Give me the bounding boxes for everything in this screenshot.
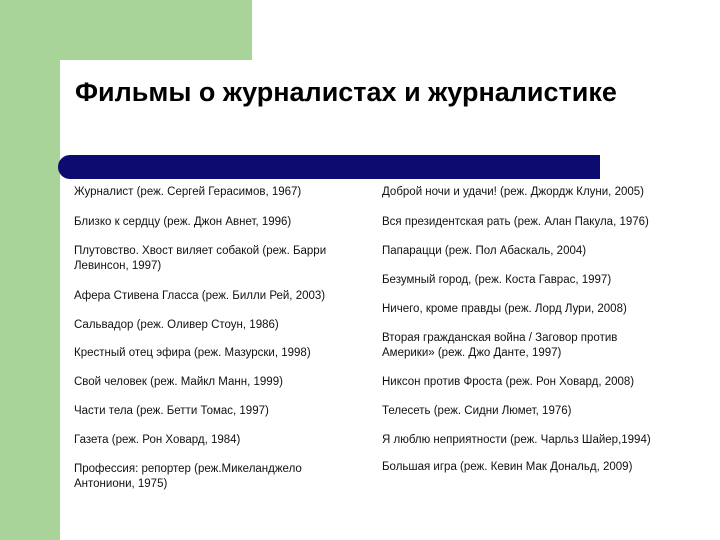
film-item-right: Я люблю неприятности (реж. Чарльз Шайер,1994): [382, 434, 651, 446]
decor-green-left: [0, 60, 60, 540]
film-item-right: Вторая гражданская война / Заговор против Америки» (реж. Джо Данте, 1997): [382, 332, 618, 359]
film-item-right: Папарацци (реж. Пол Абаскаль, 2004): [382, 245, 587, 257]
decor-green-top: [0, 0, 252, 60]
film-item-left: Части тела (реж. Бетти Томас, 1997): [74, 405, 269, 417]
slide-title: Фильмы о журналистах и журналистике: [75, 77, 617, 107]
film-item-left: Свой человек (реж. Майкл Манн, 1999): [74, 376, 283, 388]
film-item-left: Крестный отец эфира (реж. Мазурски, 1998): [74, 347, 311, 359]
film-item-right: Вся президентская рать (реж. Алан Пакула, 1976): [382, 216, 649, 228]
film-item-right: Безумный город, (реж. Коста Гаврас, 1997): [382, 274, 612, 286]
film-item-left: Газета (реж. Рон Ховард, 1984): [74, 434, 241, 446]
film-item-left: Афера Стивена Гласса (реж. Билли Рей, 2003): [74, 290, 326, 302]
title-divider-bar: [58, 155, 600, 179]
film-item-right: Большая игра (реж. Кевин Мак Дональд, 2009): [382, 461, 633, 473]
film-item-right: Ничего, кроме правды (реж. Лорд Лури, 2008): [382, 303, 627, 315]
film-item-left: Журналист (реж. Сергей Герасимов, 1967): [74, 186, 302, 198]
film-item-right: Никсон против Фроста (реж. Рон Ховард, 2008): [382, 376, 635, 388]
film-item-right: Доброй ночи и удачи! (реж. Джордж Клуни, 2005): [382, 186, 644, 198]
film-item-left: Близко к сердцу (реж. Джон Авнет, 1996): [74, 216, 292, 228]
film-item-left: Плутовство. Хвост виляет собакой (реж. Барри Левинсон, 1997): [74, 245, 327, 272]
film-item-left: Профессия: репортер (реж.Микеланджело Антониони, 1975): [74, 463, 302, 490]
film-item-right: Телесеть (реж. Сидни Люмет, 1976): [382, 405, 572, 417]
film-item-left: Сальвадор (реж. Оливер Стоун, 1986): [74, 319, 279, 331]
